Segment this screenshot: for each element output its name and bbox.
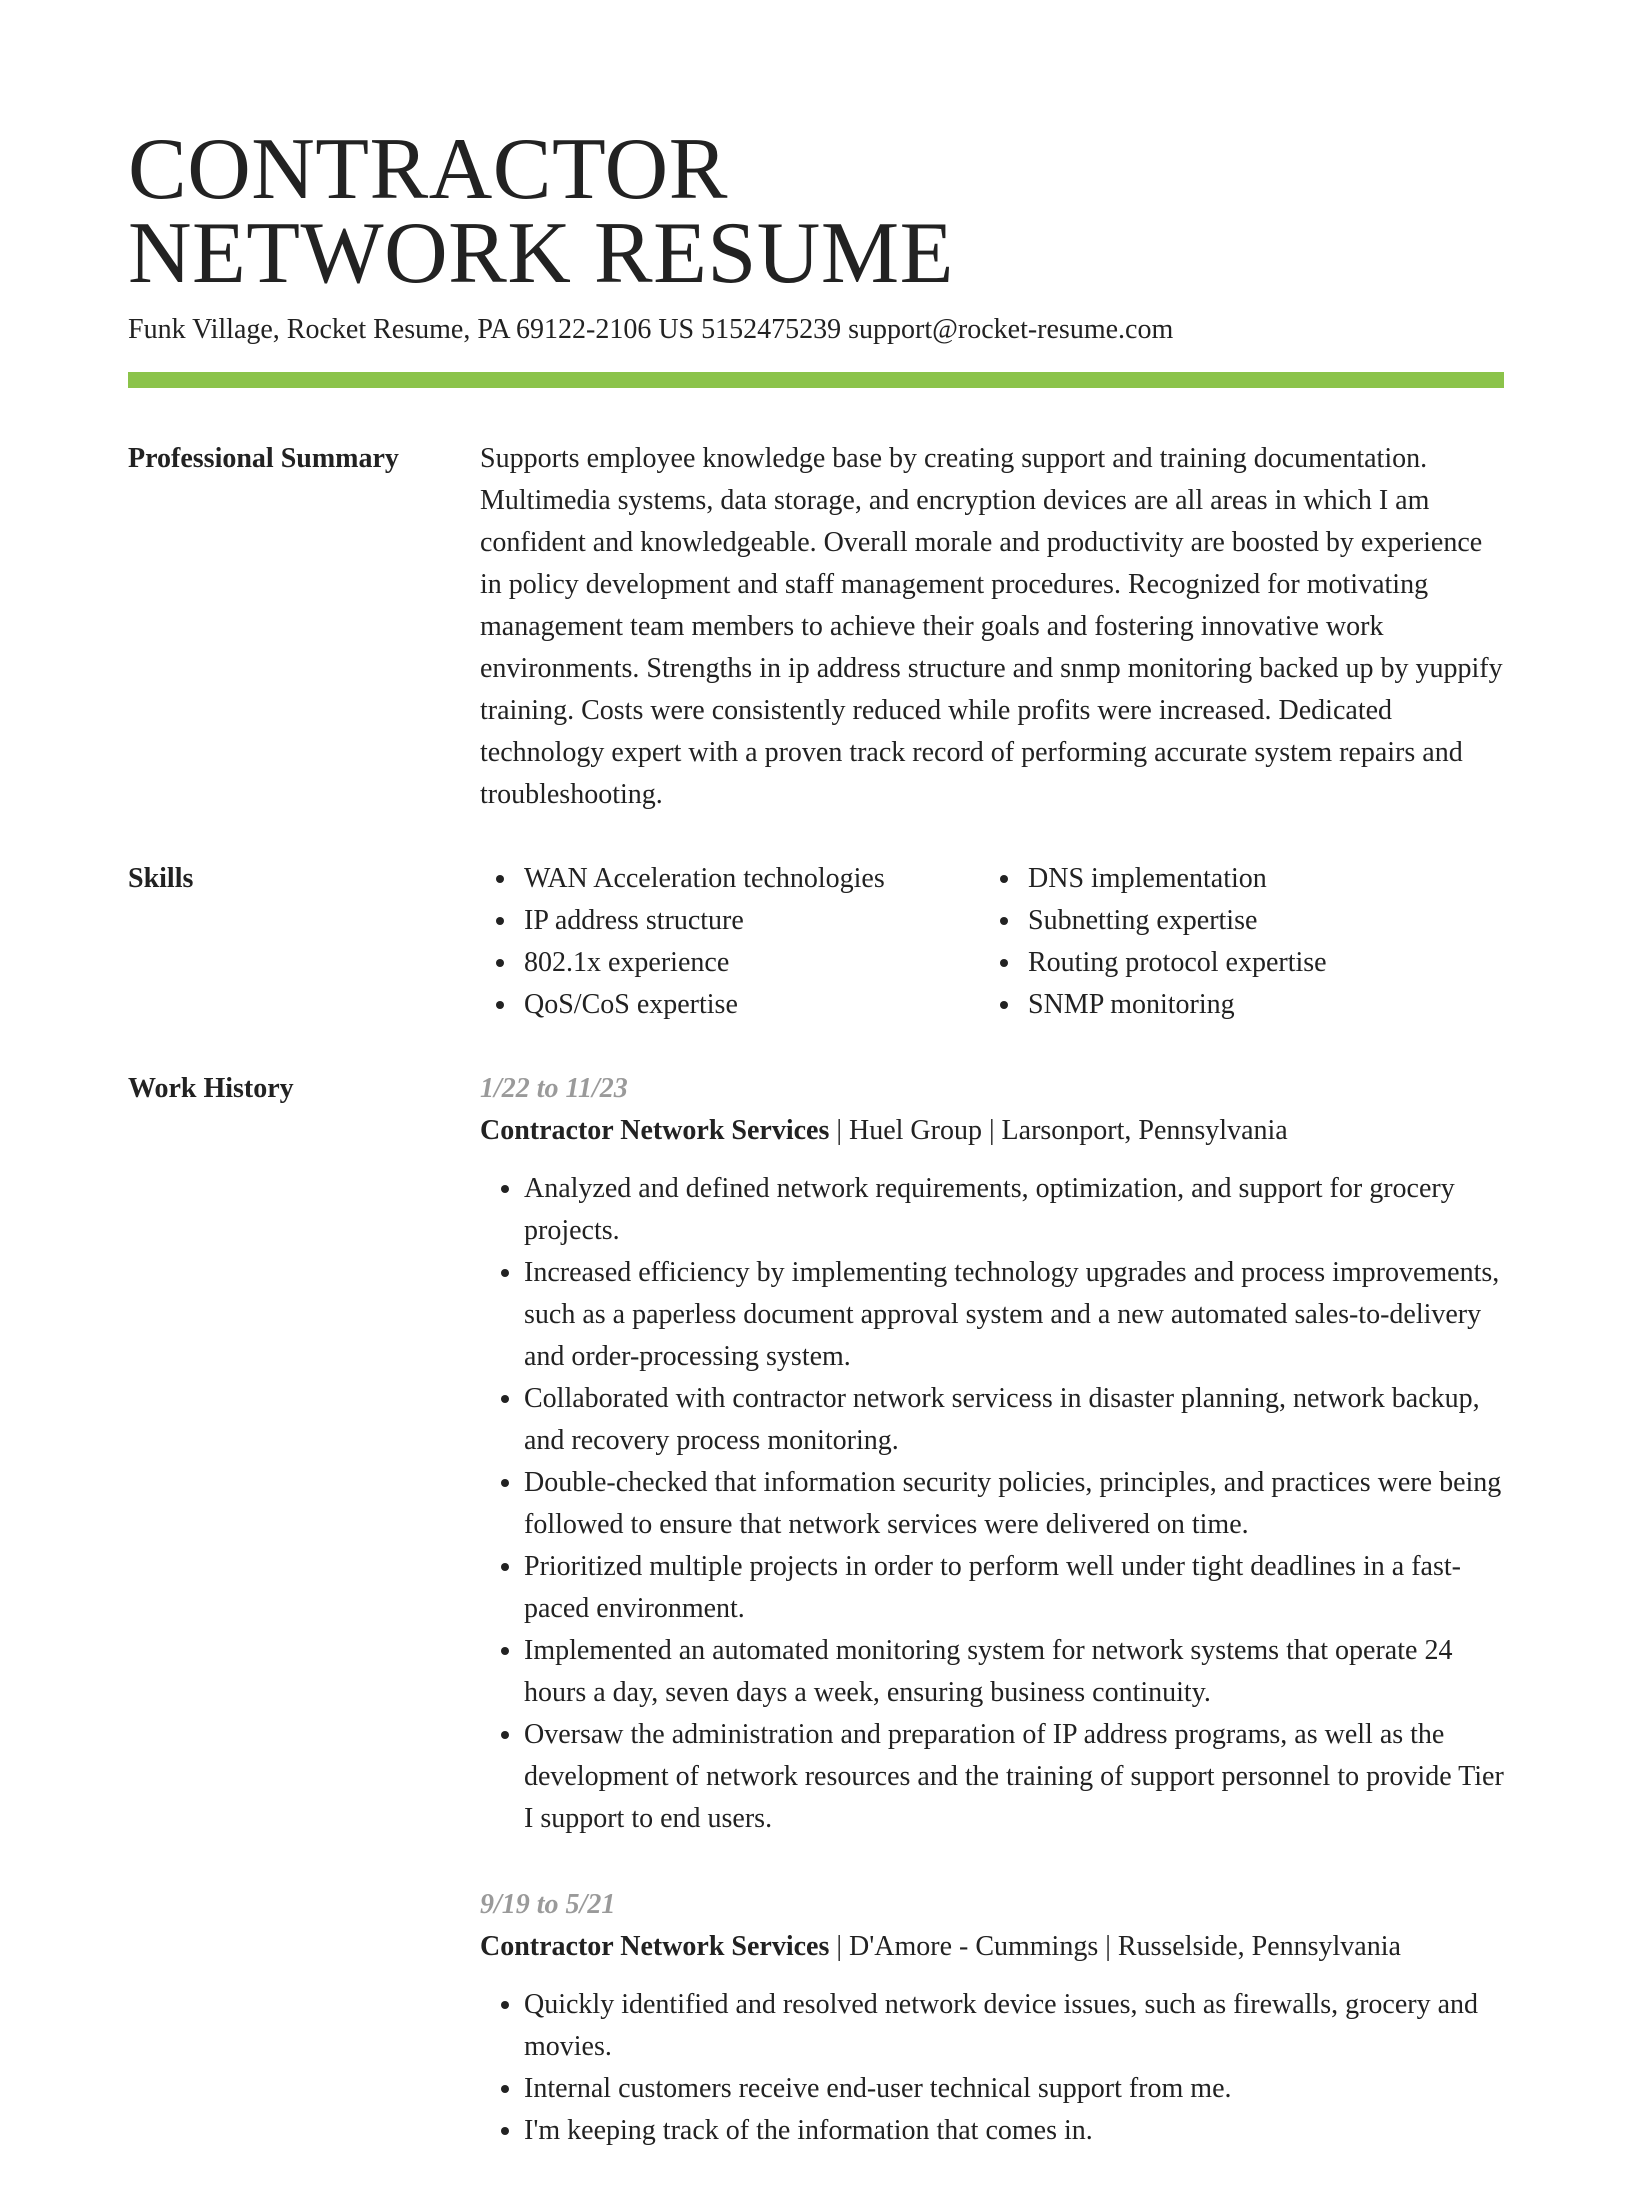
job-heading xyxy=(480,1110,1504,1152)
section-label-summary: Professional Summary xyxy=(128,443,399,474)
skills-section xyxy=(128,858,1504,1026)
job-entry xyxy=(480,1068,1504,1840)
title-line-2: NETWORK RESUME xyxy=(128,205,954,302)
summary-section xyxy=(128,438,1504,816)
list-item: • Quickly identified and resolved network device issues, such as firewalls, grocery and movies. xyxy=(524,1984,1504,2068)
job-details: | Huel Group | Larsonport, Pennsylvania xyxy=(829,1115,1288,1146)
contact-info: Funk Village, Rocket Resume, PA 69122-2106 US 5152475239 support@rocket-resume.com xyxy=(128,314,1174,345)
skill-item: 802.1x experience xyxy=(480,942,984,984)
work-history-section xyxy=(128,1068,1504,2196)
list-item: • Internal customers receive end-user technical support from me. xyxy=(524,2068,1504,2110)
list-item: • Oversaw the administration and preparation of IP address programs, as well as the development of network resources and the training of support personnel to provide Tier I support to end users. xyxy=(524,1714,1504,1840)
page-title xyxy=(128,121,1504,302)
section-label-work: Work History xyxy=(128,1073,294,1104)
job-dates: 9/19 to 5/21 xyxy=(480,1889,616,1920)
job-bullets xyxy=(480,1168,1504,1840)
section-label-skills: Skills xyxy=(128,863,194,894)
job-title: Contractor Network Services xyxy=(480,1115,830,1146)
job-details: | D'Amore - Cummings | Russelside, Pennsylvania xyxy=(829,1931,1401,1962)
job-dates: 1/22 to 11/23 xyxy=(480,1073,628,1104)
list-item: • I'm keeping track of the information that comes in. xyxy=(524,2110,1504,2152)
accent-divider xyxy=(128,372,1504,388)
list-item: • Analyzed and defined network requirements, optimization, and support for grocery projects. xyxy=(524,1168,1504,1252)
skill-item: IP address structure xyxy=(480,900,984,942)
job-heading xyxy=(480,1926,1504,1968)
job-bullets xyxy=(480,1984,1504,2152)
list-item: • Collaborated with contractor network servicess in disaster planning, network backup, and recovery process monitoring. xyxy=(524,1378,1504,1462)
summary-text: Supports employee knowledge base by creating support and training documentation. Multimedia systems, data storage, and encryption devices are all areas in which I am confident and knowledgeable. Overall morale and productivity are boosted by experience in policy development and staff management procedures. Recognized for motivating management team members to achieve their goals and fostering innovative work environments. Strengths in ip address structure and snmp monitoring backed up by yuppify training. Costs were consistently reduced while profits were increased. Dedicated technology expert with a proven track record of performing accurate system repairs and troubleshooting. xyxy=(480,443,1503,810)
list-item: • Implemented an automated monitoring system for network systems that operate 24 hours a day, seven days a week, ensuring business continuity. xyxy=(524,1630,1504,1714)
skill-item: DNS implementation xyxy=(984,858,1504,900)
skill-item: SNMP monitoring xyxy=(984,984,1504,1026)
skill-item: Subnetting expertise xyxy=(984,900,1504,942)
list-item: • Increased efficiency by implementing technology upgrades and process improvements, such as a paperless document approval system and a new automated sales-to-delivery and order-processing system. xyxy=(524,1252,1504,1378)
skill-item: Routing protocol expertise xyxy=(984,942,1504,984)
skills-list xyxy=(480,858,1504,1026)
title-line-1: CONTRACTOR xyxy=(128,121,728,218)
job-title: Contractor Network Services xyxy=(480,1931,830,1962)
skill-item: WAN Acceleration technologies xyxy=(480,858,984,900)
skill-item: QoS/CoS expertise xyxy=(480,984,984,1026)
list-item: • Prioritized multiple projects in order to perform well under tight deadlines in a fast-paced environment. xyxy=(524,1546,1504,1630)
list-item: • Double-checked that information security policies, principles, and practices were being followed to ensure that network services were delivered on time. xyxy=(524,1462,1504,1546)
